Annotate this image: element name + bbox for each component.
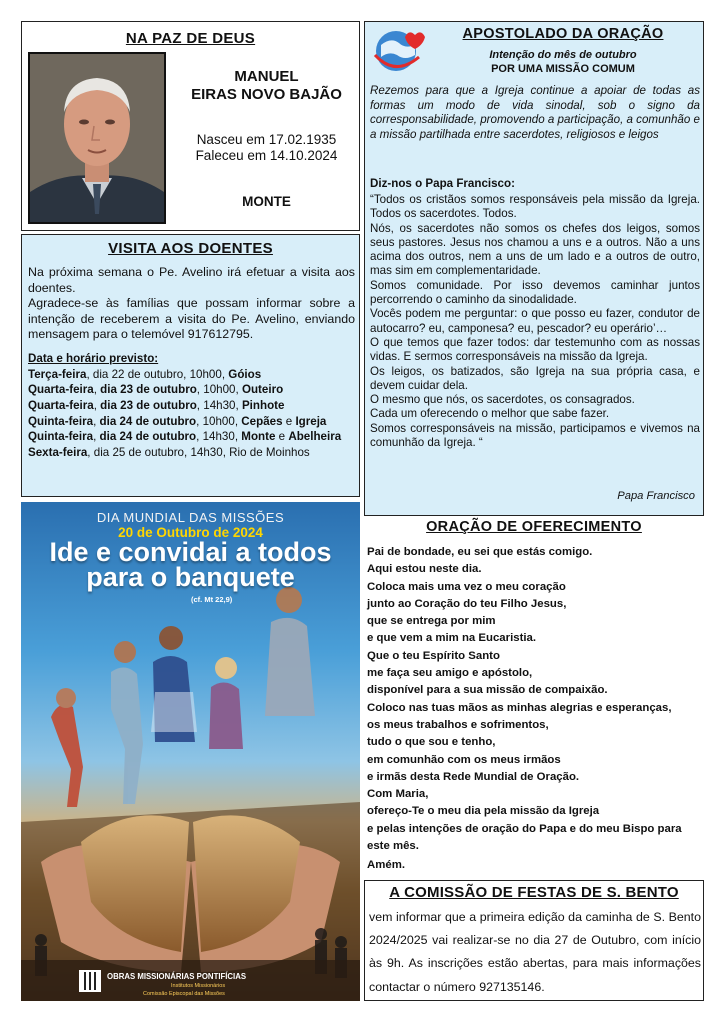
- pope-quote: [370, 193, 700, 450]
- quote-paragraph: Cada um oferecendo o melhor que sabe fazer.: [370, 407, 610, 421]
- schedule-item: Quinta-feira, dia 24 de outubro, 14h30, Monte e Abelheira: [28, 430, 342, 444]
- prayer-line: Que o teu Espírito Santo: [367, 649, 500, 662]
- deceased-name-line1: MANUEL: [234, 68, 299, 85]
- schedule-item: Terça-feira, dia 22 de outubro, 10h00, Góios: [28, 367, 262, 381]
- quote-paragraph: Os leigos, os batizados, são Igreja na sua própria casa, e devem cuidar dela.: [370, 364, 700, 392]
- comissao-title: A COMISSÃO DE FESTAS DE S. BENTO: [389, 884, 679, 901]
- prayer-line: Com Maria,: [367, 788, 429, 801]
- prayer-line: Pai de bondade, eu sei que estás comigo.: [367, 546, 593, 558]
- obituary-title: NA PAZ DE DEUS: [125, 30, 256, 47]
- schedule-item: Quinta-feira, dia 24 de outubro, 10h00, Cepães e Igreja: [28, 414, 327, 428]
- schedule-item: Sexta-feira, dia 25 de outubro, 14h30, Rio de Moinhos: [28, 446, 310, 460]
- prayer-line: e pelas intenções de oração do Papa e do meu Bispo para este mês.: [367, 822, 682, 853]
- apostolado-subtitle-month: Intenção do mês de outubro: [489, 49, 637, 61]
- qr-code: [79, 970, 101, 992]
- quote-paragraph: Somos corresponsáveis na missão, participamos e vivemos na comunhão da Igreja. “: [370, 421, 700, 450]
- prayer-text: [367, 544, 702, 875]
- deceased-name-line2: EIRAS NOVO BAJÃO: [191, 86, 342, 103]
- prayer-line: Coloco nas tuas mãos as minhas alegrias e esperanças,: [367, 701, 672, 714]
- schedule-list: [28, 367, 355, 461]
- prayer-line: me faça seu amigo e apóstolo,: [367, 667, 533, 680]
- prayer-line: Aqui estou neste dia.: [367, 563, 482, 576]
- apostolado-box: [364, 21, 704, 516]
- pope-quote-heading: Diz-nos o Papa Francisco:: [370, 177, 515, 190]
- poster-footer-commission: Comissão Episcopal das Missões: [143, 991, 225, 997]
- schedule-item: Quarta-feira, dia 23 de outubro, 14h30, Pinhote: [28, 398, 285, 412]
- prayer-line: tudo o que sou e tenho,: [367, 736, 496, 749]
- poster-footer-org: OBRAS MISSIONÁRIAS PONTIFÍCIAS: [107, 972, 247, 981]
- quote-paragraph: Somos comunidade. Por isso devemos caminhar juntos percorrendo o caminho da sinodalidade.: [370, 278, 700, 307]
- apostolado-intention: Rezemos para que a Igreja continue a apoiar de todas as formas um modo de vida sinodal, sob o signo da corresponsabilidade, promovendo a participação, a comunhão e a missão partilhada entre sacerdotes, religiosos e leigos: [370, 84, 700, 141]
- mission-day-poster: [21, 502, 360, 1001]
- schedule-heading: Data e horário previsto:: [28, 351, 159, 365]
- poster-event-name: DIA MUNDIAL DAS MISSÕES: [96, 510, 285, 525]
- quote-paragraph: O que temos que fazer todos: dar testemunho com as nossas vidas. E sermos corresponsáveis na missão da Igreja.: [370, 335, 700, 364]
- poster-date: 20 de Outubro de 2024: [118, 525, 263, 540]
- prayer-line: Coloca mais uma vez o meu coração: [367, 580, 566, 593]
- prayer-line: os meus trabalhos e sofrimentos,: [367, 718, 549, 731]
- schedule-item: Quarta-feira, dia 23 de outubro, 10h00, Outeiro: [28, 383, 284, 397]
- visita-box: [21, 234, 360, 497]
- prayer-line: Amém.: [367, 859, 405, 872]
- portrait-photo: [28, 52, 166, 224]
- visita-paragraph-2: Agradece-se às famílias que possam informar sobre a intenção de receberem a visita do Pe. Avelino, enviando mensagem para o telemóvel 917612795.: [28, 296, 355, 342]
- poster-title: Ide e convidai a todos para o banquete: [49, 537, 332, 592]
- comissao-announcement: vem informar que a primeira edição da caminha de S. Bento 2024/2025 vai realizar-se no dia 27 de Outubro, com início às 9h. As inscrições estão abertas, para mais informações contactar o número 927135146.: [369, 910, 701, 994]
- quote-paragraph: Nós, os sacerdotes não somos os chefes dos leigos, somos seus pastores. Jesus nos chamou a uns e a outros. Não a uns acima dos outros, nem a uns de um lado e a outros de outro, mas sim em complementaridade.: [370, 221, 700, 278]
- prayer-line: e irmãs desta Rede Mundial de Oração.: [367, 770, 580, 783]
- poster-reference: (cf. Mt 22,9): [191, 595, 233, 604]
- deceased-place: MONTE: [242, 194, 291, 209]
- comissao-box: [364, 880, 704, 1001]
- prayer-line: disponível para a sua missão de compaixão.: [367, 684, 608, 697]
- prayer-line: e que vem a mim na Eucaristia.: [367, 632, 537, 645]
- prayer-line: em comunhão com os meus irmãos: [367, 753, 561, 766]
- apostolado-subtitle-theme: POR UMA MISSÃO COMUM: [491, 63, 635, 75]
- apostolado-title: APOSTOLADO DA ORAÇÃO: [462, 26, 664, 42]
- oracao-title: ORAÇÃO DE OFERECIMENTO: [426, 519, 642, 535]
- oracao-box: [364, 519, 704, 876]
- quote-paragraph: O mesmo que nós, os sacerdotes, os consagrados.: [370, 393, 635, 407]
- poster-footer-institutes: Institutos Missionários: [171, 983, 226, 989]
- prayer-network-logo: [369, 27, 427, 77]
- obituary-box: [21, 21, 360, 231]
- prayer-line: que se entrega por mim: [367, 615, 496, 628]
- quote-paragraph: “Todos os cristãos somos responsáveis pela missão da Igreja. Todos os sacerdotes. Todos.: [370, 193, 700, 221]
- death-date: Faleceu em 14.10.2024: [195, 148, 338, 163]
- visita-paragraph-1: Na próxima semana o Pe. Avelino irá efetuar a visita aos doentes.: [28, 265, 355, 295]
- birth-date: Nasceu em 17.02.1935: [196, 132, 337, 147]
- visita-title: VISITA AOS DOENTES: [108, 240, 273, 257]
- quote-paragraph: Vocês podem me perguntar: o que posso eu fazer, condutor de autocarro? eu, camponesa? eu, pescador? eu operário’…: [370, 307, 700, 335]
- prayer-line: ofereço-Te o meu dia pela missão da Igreja: [367, 805, 600, 818]
- quote-signature: Papa Francisco: [617, 490, 695, 502]
- prayer-line: junto ao Coração do teu Filho Jesus,: [367, 597, 567, 610]
